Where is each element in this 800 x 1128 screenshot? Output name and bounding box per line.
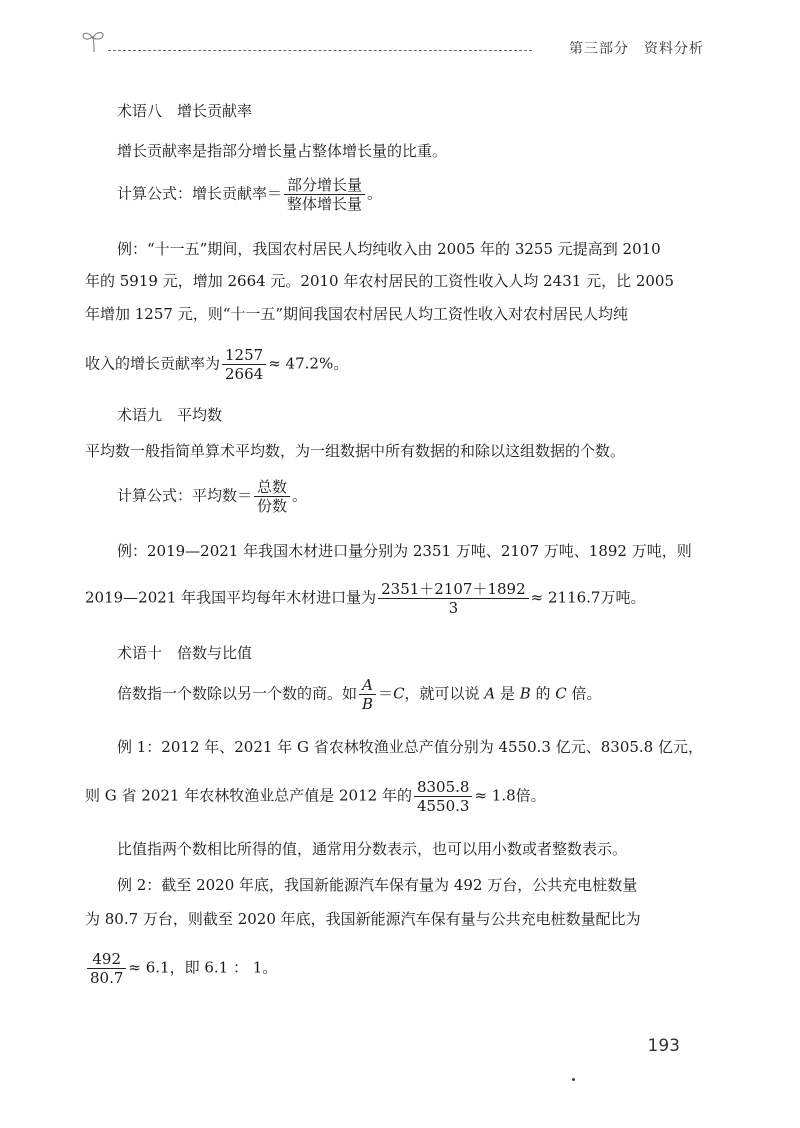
term8-formula — [117, 176, 382, 213]
sprout-icon — [80, 28, 110, 54]
def-mid1: ，就可以说 — [404, 684, 485, 703]
term10-example1-line1: 例 1：2012 年、2021 年 G 省农林牧渔业总产值分别为 4550.3 亿元、8305.8 亿元， — [117, 738, 703, 756]
term10-definition — [117, 676, 602, 713]
example-prefix: 2019—2021 年我国平均每年木材进口量为 — [85, 588, 377, 607]
fraction-denominator: 份数 — [257, 497, 288, 515]
fraction-denominator: 80.7 — [90, 969, 124, 987]
term9-definition: 平均数一般指简单算术平均数，为一组数据中所有数据的和除以这组数据的个数。 — [85, 442, 626, 460]
term10-heading: 术语十 倍数与比值 — [117, 644, 253, 662]
fraction-denominator: 2664 — [225, 365, 264, 383]
fraction-denominator: 3 — [448, 599, 459, 617]
term9-example-line2 — [85, 580, 645, 617]
example-suffix: ≈ 1.8倍。 — [474, 786, 546, 805]
def-mid3: 的 — [530, 684, 556, 703]
page-header — [80, 28, 704, 68]
header-rule — [108, 50, 532, 51]
example-suffix: ≈ 6.1，即 6.1 ： 1。 — [128, 958, 278, 977]
fraction — [378, 580, 529, 617]
term8-example-line1: 例：“十一五”期间，我国农村居民人均纯收入由 2005 年的 3255 元提高到 2010 — [117, 240, 661, 258]
fraction — [414, 778, 473, 815]
term8-example-line3: 年增加 1257 元，则“十一五”期间我国农村居民人均工资性收入对农村居民人均纯 — [85, 305, 629, 323]
term8-definition: 增长贡献率是指部分增长量占整体增长量的比重。 — [117, 142, 448, 160]
example-prefix: 收入的增长贡献率为 — [85, 354, 221, 373]
fraction-numerator: 492 — [87, 950, 126, 969]
fraction-numerator: 8305.8 — [414, 778, 473, 797]
term10-example2-line3 — [85, 950, 277, 987]
section-title: 第三部分 资料分析 — [569, 41, 704, 57]
term8-example-line2: 年的 5919 元，增加 2664 元。2010 年农村居民的工资性收入人均 2431 元，比 2005 — [85, 272, 675, 290]
def-prefix: 倍数指一个数除以另一个数的商。如 — [117, 684, 358, 703]
term9-example-line1: 例：2019—2021 年我国木材进口量分别为 2351 万吨、2107 万吨、1892 万吨，则 — [117, 542, 692, 560]
fraction — [87, 950, 126, 987]
fraction-numerator: A — [359, 676, 376, 695]
def-eq: ＝ — [378, 684, 394, 703]
def-mid2: 是 — [495, 684, 520, 703]
example-prefix: 则 G 省 2021 年农林牧渔业总产值是 2012 年的 — [85, 786, 412, 805]
fraction — [359, 676, 376, 713]
fraction — [254, 478, 290, 515]
formula-prefix: 计算公式：增长贡献率＝ — [117, 184, 283, 203]
def-var-c: C — [393, 684, 405, 703]
fraction — [284, 176, 365, 213]
term10-example2-line1: 例 2：截至 2020 年底，我国新能源汽车保有量为 492 万台，公共充电桩数量 — [117, 876, 638, 894]
fraction-denominator: 整体增长量 — [287, 195, 363, 213]
formula-prefix: 计算公式：平均数＝ — [117, 486, 253, 505]
fraction-numerator: 1257 — [222, 346, 266, 365]
term8-example-line4 — [85, 346, 348, 383]
example-suffix: ≈ 2116.7万吨。 — [530, 588, 646, 607]
term8-heading: 术语八 增长贡献率 — [117, 102, 253, 120]
def-var-b: B — [519, 684, 531, 703]
fraction — [222, 346, 266, 383]
def-var-c2: C — [555, 684, 567, 703]
fraction-denominator: 4550.3 — [416, 797, 470, 815]
term10-example1-line2 — [85, 778, 546, 815]
term10-ratio-definition: 比值指两个数相比所得的值，通常用分数表示，也可以用小数或者整数表示。 — [117, 840, 628, 858]
term9-heading: 术语九 平均数 — [117, 406, 223, 424]
formula-suffix: 。 — [292, 486, 308, 505]
term10-example2-line2: 为 80.7 万台，则截至 2020 年底，我国新能源汽车保有量与公共充电桩数量配比为 — [85, 910, 641, 928]
term9-formula — [117, 478, 307, 515]
fraction-denominator: B — [362, 695, 374, 713]
def-suffix: 倍。 — [566, 684, 602, 703]
fraction-numerator: 部分增长量 — [284, 176, 365, 195]
scan-speck — [572, 1078, 575, 1081]
example-suffix: ≈ 47.2%。 — [268, 354, 349, 373]
fraction-numerator: 总数 — [254, 478, 290, 497]
def-var-a: A — [484, 684, 496, 703]
fraction-numerator: 2351＋2107＋1892 — [378, 580, 529, 599]
formula-suffix: 。 — [367, 184, 383, 203]
page-number: 193 — [647, 1036, 680, 1056]
